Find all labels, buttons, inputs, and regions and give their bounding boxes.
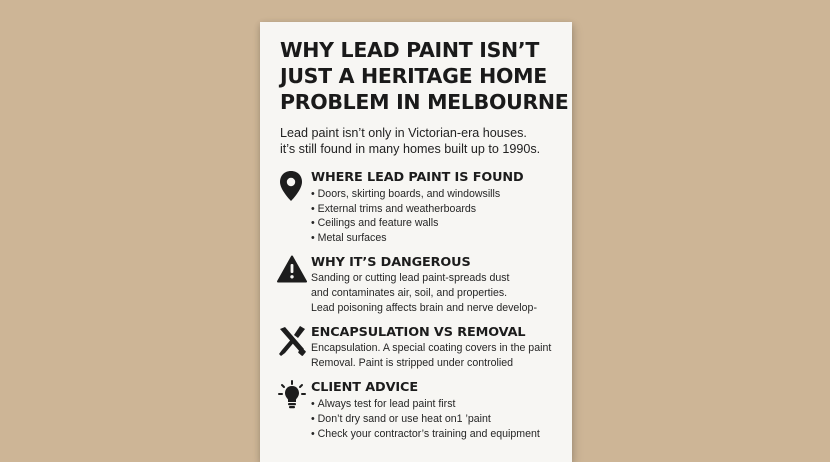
paragraph <box>311 271 556 315</box>
list-item: • Don’t dry sand or use heat on1 ’paint <box>311 412 556 427</box>
warning-icon <box>277 255 311 283</box>
section-heading: ENCAPSULATION VS REMOVAL <box>311 325 526 341</box>
section-client-advice <box>280 380 556 441</box>
title-line: JUST A HERITAGE HOME <box>280 64 547 88</box>
section-dangerous <box>280 255 556 315</box>
intro-line: Lead paint isn’t only in Victorian-era houses. <box>280 126 527 140</box>
section-heading: WHERE LEAD PAINT IS FOUND <box>311 170 524 185</box>
section-heading: WHY IT’S DANGEROUS <box>311 255 471 271</box>
paragraph <box>311 341 556 370</box>
list-item: • Always test for lead paint first <box>311 397 556 412</box>
map-pin-icon <box>277 170 311 202</box>
text-line: and contaminates air, soil, and properties. <box>311 286 508 299</box>
list-item: • Doors, skirting boards, and windowsills <box>311 187 556 202</box>
crossed-tools-icon <box>277 325 311 357</box>
list-item: • Check your contractor’s training and equipment <box>311 427 556 442</box>
section-encapsulation <box>280 325 556 370</box>
lightbulb-icon <box>277 380 311 410</box>
bullet-list <box>311 397 556 441</box>
poster-title <box>280 37 569 115</box>
list-item: • External trims and weatherboards <box>311 202 556 217</box>
text-line: Encapsulation. A special coating covers in the paint <box>311 342 552 355</box>
list-item: • Ceilings and feature walls <box>311 216 556 231</box>
title-line: PROBLEM IN MELBOURNE <box>280 90 569 114</box>
text-line: Lead poisoning affects brain and nerve develop- <box>311 301 537 314</box>
section-heading: CLIENT ADVICE <box>311 380 418 396</box>
list-item: • Metal surfaces <box>311 231 556 246</box>
bullet-list <box>311 187 556 245</box>
poster <box>260 22 572 462</box>
text-line: Sanding or cutting lead paint-spreads dust <box>311 272 510 285</box>
section-where-found <box>280 170 556 245</box>
title-line: WHY LEAD PAINT ISN’T <box>280 38 540 62</box>
intro-line: it’s still found in many homes built up to 1990s. <box>280 142 541 156</box>
text-line: Removal. Paint is stripped under controlied <box>311 356 513 369</box>
intro-text <box>280 125 556 157</box>
